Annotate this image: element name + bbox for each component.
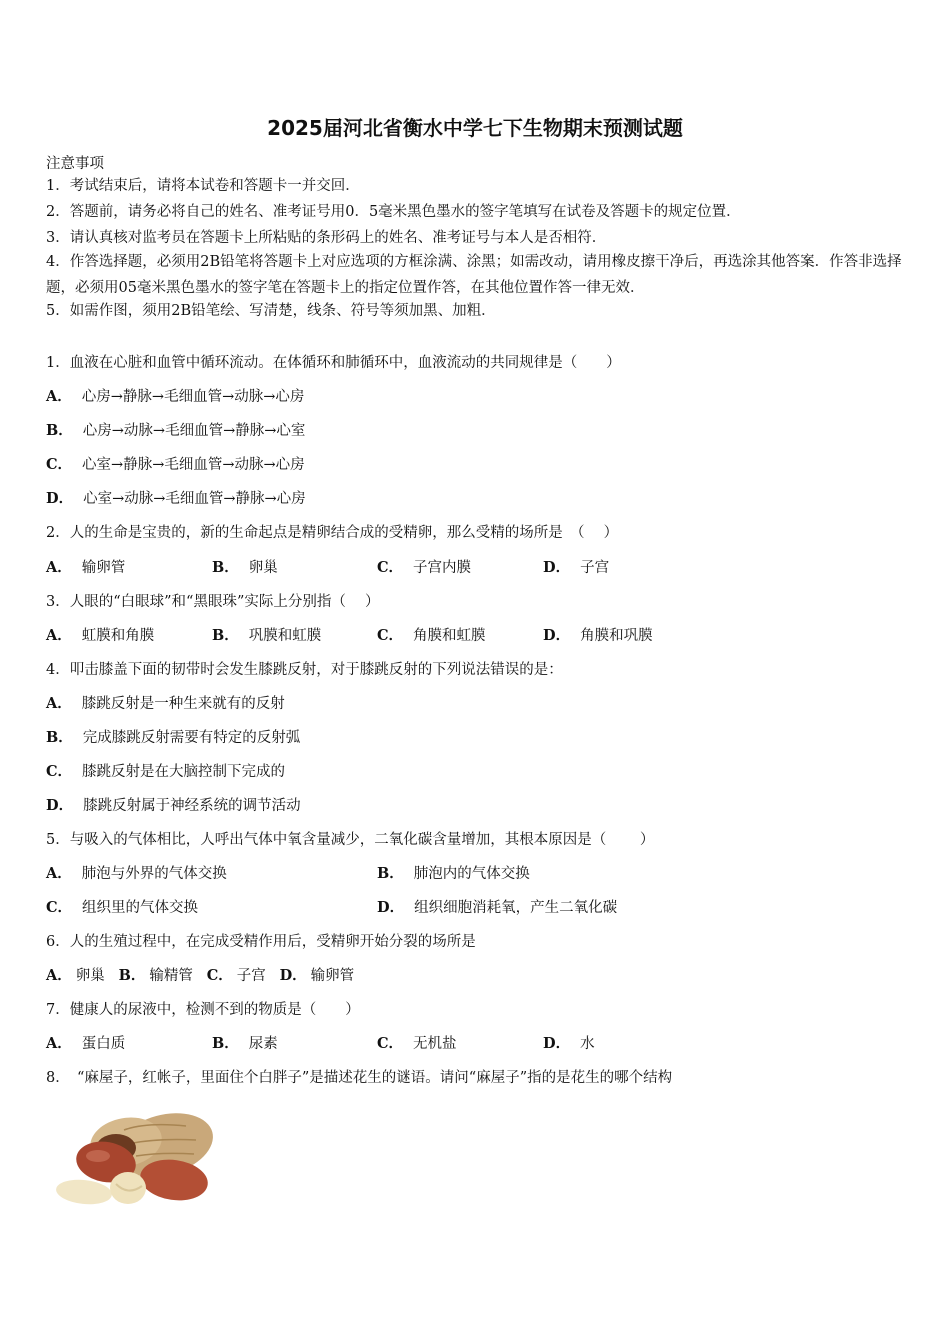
option-text: 心室→动脉→毛细血管→静脉→心房 xyxy=(83,491,306,507)
option-label: B． xyxy=(212,627,239,644)
option-text: 水 xyxy=(580,1036,595,1052)
question-7-stem: 7．健康人的尿液中，检测不到的物质是（ ） xyxy=(46,1002,360,1018)
option-label: A． xyxy=(46,1035,72,1052)
question-1-option-b[interactable] xyxy=(46,419,305,440)
option-label: D． xyxy=(543,559,571,576)
option-label: B． xyxy=(46,422,73,439)
notes-heading: 注意事项 xyxy=(46,156,104,172)
question-3-stem: 3．人眼的“白眼球”和“黑眼珠”实际上分别指（ ） xyxy=(46,594,380,610)
option-label: B． xyxy=(118,967,146,984)
option-text: 膝跳反射是一种生来就有的反射 xyxy=(81,696,285,712)
option-label: C． xyxy=(377,559,404,576)
option-text: 输卵管 xyxy=(81,560,126,576)
note-item: 5．如需作图，须用2B铅笔绘、写清楚，线条、符号等须加黑、加粗． xyxy=(46,303,496,319)
question-5-option-a[interactable] xyxy=(46,862,227,883)
option-text: 肺泡内的气体交换 xyxy=(413,866,530,882)
option-text: 卵巢 xyxy=(75,968,105,984)
option-text: 组织里的气体交换 xyxy=(82,900,199,916)
note-item: 4．作答选择题，必须用2B铅笔将答题卡上对应选项的方框涂满、涂黑；如需改动，请用橡皮擦干净后，再选涂其他答案．作答非选择题，必须用05毫米黑色墨水的签字笔在答题卡上的指定位置作答，在其他位置作答一律无效． xyxy=(46,254,902,296)
question-7-option-c[interactable] xyxy=(377,1032,457,1053)
option-label: B． xyxy=(212,559,239,576)
question-2-option-a[interactable] xyxy=(46,556,125,577)
option-label: C． xyxy=(377,627,404,644)
option-label: B． xyxy=(212,1035,239,1052)
option-text: 心房→静脉→毛细血管→动脉→心房 xyxy=(81,389,305,405)
option-label: C． xyxy=(46,456,73,473)
option-label: A． xyxy=(46,695,72,712)
question-3-option-a[interactable] xyxy=(46,624,154,645)
option-label: D． xyxy=(46,490,74,507)
question-7-option-d[interactable] xyxy=(543,1032,595,1053)
question-3-option-d[interactable] xyxy=(543,624,653,645)
option-label: A． xyxy=(46,865,72,882)
option-label: D． xyxy=(279,967,307,984)
question-2-option-c[interactable] xyxy=(377,556,471,577)
option-label: A． xyxy=(46,559,72,576)
question-7-option-b[interactable] xyxy=(212,1032,278,1053)
option-text: 输精管 xyxy=(149,968,193,984)
option-text: 角膜和巩膜 xyxy=(580,628,653,644)
option-text: 组织细胞消耗氧，产生二氧化碳 xyxy=(414,900,618,916)
option-text: 虹膜和角膜 xyxy=(81,628,155,644)
question-1-option-a[interactable] xyxy=(46,385,304,406)
option-label: C． xyxy=(206,967,233,984)
option-text: 无机盐 xyxy=(413,1036,457,1052)
question-6-options xyxy=(46,964,354,985)
note-item: 1．考试结束后，请将本试卷和答题卡一并交回． xyxy=(46,178,360,194)
question-1-option-c[interactable] xyxy=(46,453,305,474)
option-label: A． xyxy=(46,967,72,984)
option-label: B． xyxy=(46,729,73,746)
question-5-option-c[interactable] xyxy=(46,896,198,917)
option-label: C． xyxy=(46,899,73,916)
option-text: 巩膜和虹膜 xyxy=(248,628,322,644)
question-7-option-a[interactable] xyxy=(46,1032,125,1053)
option-text: 尿素 xyxy=(248,1036,278,1052)
question-4-option-b[interactable] xyxy=(46,726,300,747)
option-text: 膝跳反射是在大脑控制下完成的 xyxy=(82,764,286,780)
option-text: 卵巢 xyxy=(248,560,278,576)
option-label: A． xyxy=(46,627,72,644)
question-2-stem: 2．人的生命是宝贵的，新的生命起点是精卵结合成的受精卵，那么受精的场所是 （ ） xyxy=(46,525,619,541)
option-text: 子宫内膜 xyxy=(413,560,472,576)
option-label: D． xyxy=(543,1035,571,1052)
option-label: D． xyxy=(46,797,74,814)
option-label: C． xyxy=(46,763,73,780)
option-text: 心房→动脉→毛细血管→静脉→心室 xyxy=(82,423,306,439)
option-text: 角膜和虹膜 xyxy=(413,628,486,644)
option-text: 心室→静脉→毛细血管→动脉→心房 xyxy=(82,457,305,473)
question-6-stem: 6．人的生殖过程中，在完成受精作用后，受精卵开始分裂的场所是 xyxy=(46,934,476,950)
question-3-option-b[interactable] xyxy=(212,624,321,645)
question-6-option-d[interactable] xyxy=(280,968,355,984)
question-4-option-a[interactable] xyxy=(46,692,285,713)
question-5-option-d[interactable] xyxy=(377,896,617,917)
question-4-stem: 4．叩击膝盖下面的韧带时会发生膝跳反射，对于膝跳反射的下列说法错误的是： xyxy=(46,662,563,678)
page-title: 2025届河北省衡水中学七下生物期末预测试题 xyxy=(267,116,683,140)
question-2-option-b[interactable] xyxy=(212,556,278,577)
question-8-stem: 8． “麻屋子，红帐子，里面住个白胖子”是描述花生的谜语。请问“麻屋子”指的是花生的哪个结构 xyxy=(46,1070,673,1086)
option-text: 肺泡与外界的气体交换 xyxy=(81,866,227,882)
question-6-option-b[interactable] xyxy=(119,968,193,984)
question-5-stem: 5．与吸入的气体相比，人呼出气体中氧含量减少，二氧化碳含量增加，其根本原因是（ ） xyxy=(46,832,655,848)
kernel-highlight xyxy=(86,1150,110,1162)
option-label: D． xyxy=(543,627,571,644)
option-text: 输卵管 xyxy=(310,968,355,984)
note-item: 2．答题前，请务必将自己的姓名、准考证号用0．5毫米黑色墨水的签字笔填写在试卷及答题卡的规定位置． xyxy=(46,204,741,220)
option-text: 膝跳反射属于神经系统的调节活动 xyxy=(83,798,301,814)
question-1-stem: 1．血液在心脏和血管中循环流动。在体循环和肺循环中，血液流动的共同规律是（ ） xyxy=(46,355,621,371)
question-4-option-d[interactable] xyxy=(46,794,301,815)
option-label: A． xyxy=(46,388,72,405)
option-label: D． xyxy=(377,899,405,916)
question-6-option-a[interactable] xyxy=(46,968,105,984)
note-item: 3．请认真核对监考员在答题卡上所粘贴的条形码上的姓名、准考证号与本人是否相符． xyxy=(46,230,607,246)
question-5-option-b[interactable] xyxy=(377,862,530,883)
option-text: 子宫 xyxy=(236,968,266,984)
question-6-option-c[interactable] xyxy=(207,968,266,984)
question-1-option-d[interactable] xyxy=(46,487,306,508)
option-label: B． xyxy=(377,865,404,882)
question-4-option-c[interactable] xyxy=(46,760,285,781)
question-3-option-c[interactable] xyxy=(377,624,486,645)
option-text: 蛋白质 xyxy=(81,1036,126,1052)
option-label: C． xyxy=(377,1035,404,1052)
peanut-image xyxy=(46,1100,216,1210)
option-text: 子宫 xyxy=(580,560,610,576)
option-text: 完成膝跳反射需要有特定的反射弧 xyxy=(82,730,301,746)
question-2-option-d[interactable] xyxy=(543,556,609,577)
